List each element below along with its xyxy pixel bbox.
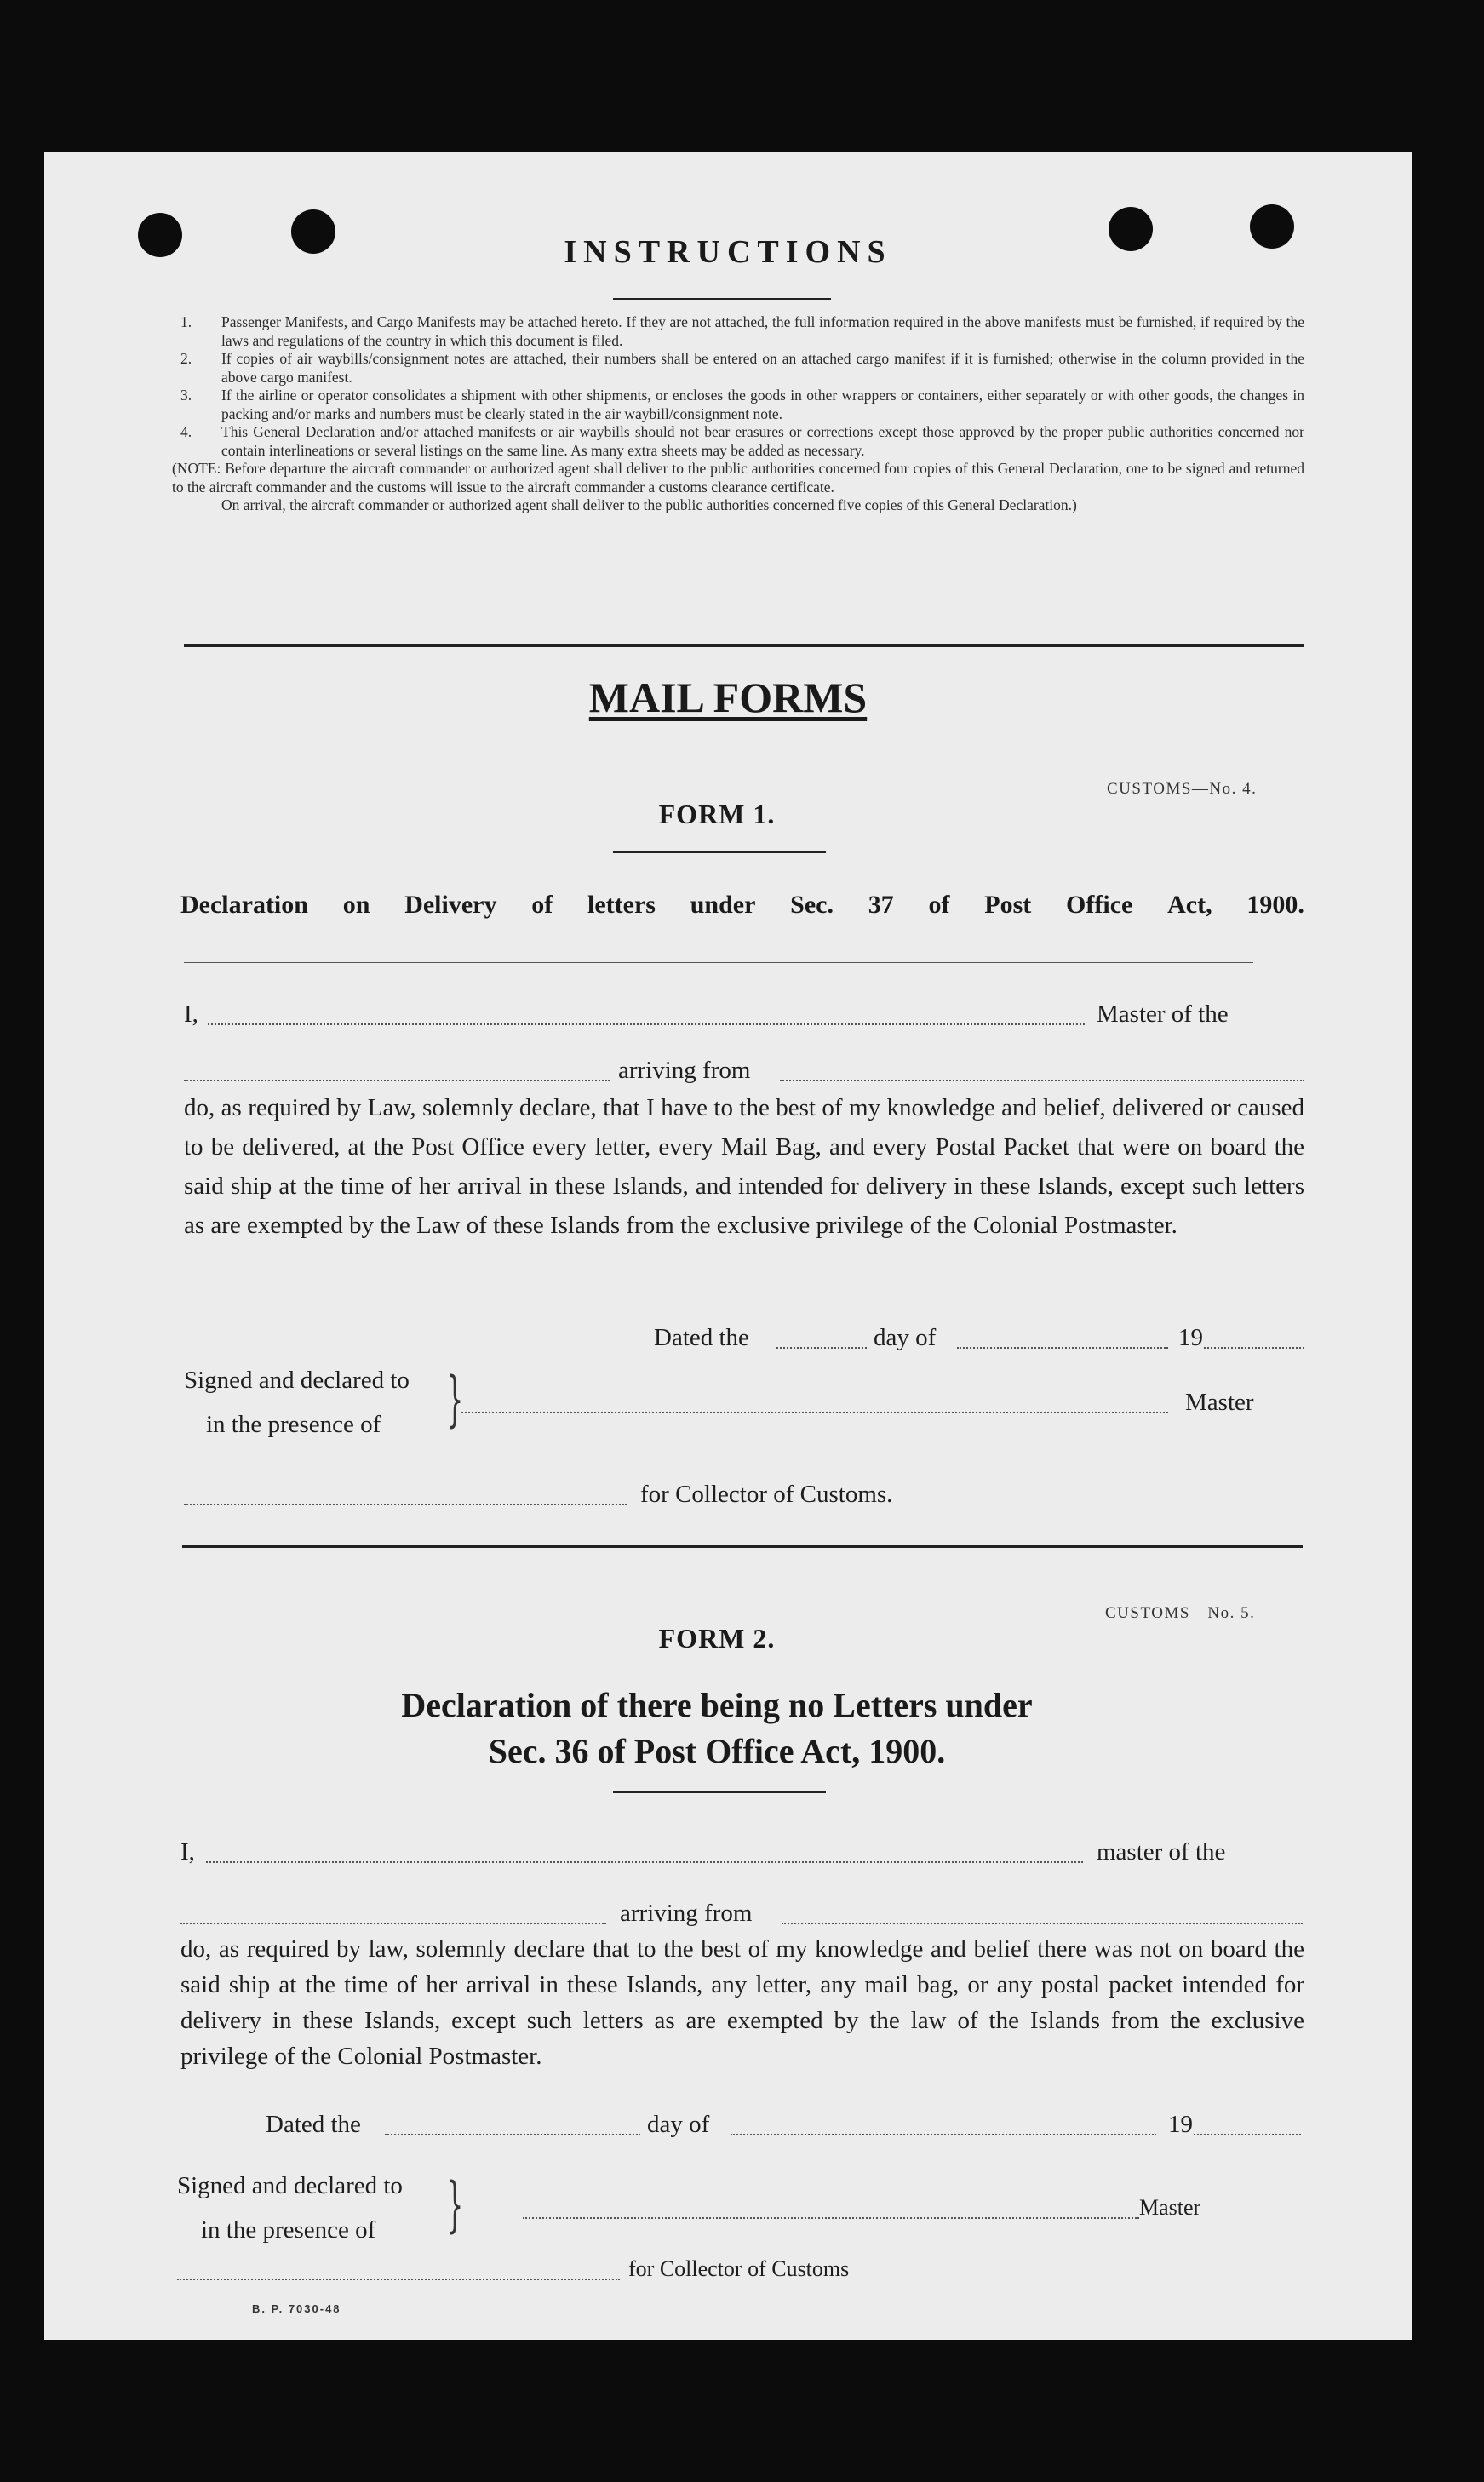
form1-day-of: day of — [874, 1324, 937, 1351]
form1-customs-number: CUSTOMS—No. 4. — [1107, 780, 1258, 798]
instruction-number: 3. — [180, 387, 192, 404]
form2-ship-field[interactable] — [180, 1923, 606, 1924]
form2-declaration-line2: Sec. 36 of Post Office Act, 1900. — [488, 1732, 946, 1770]
section-divider-middle — [182, 1545, 1303, 1548]
form1-collector-field[interactable] — [184, 1504, 627, 1505]
form2-for-collector: for Collector of Customs — [628, 2256, 850, 2281]
form2-arriving-from: arriving from — [620, 1900, 753, 1927]
instructions-list — [172, 313, 1304, 515]
form2-year-field[interactable] — [1194, 2134, 1301, 2135]
form2-dated-the: Dated the — [266, 2111, 361, 2138]
instruction-text: Passenger Manifests, and Cargo Manifests may be attached hereto. If they are not attached, the full information required in the above manifests must be furnished, if required by the laws and regulations of the country in which this document is filed. — [221, 313, 1304, 349]
section-divider-top — [184, 644, 1304, 647]
form2-signed-line1: Signed and declared to — [177, 2172, 403, 2199]
instruction-item — [180, 350, 1304, 387]
form2-brace: } — [446, 2170, 464, 2239]
form2-day-of: day of — [647, 2111, 710, 2138]
form1-dated-the: Dated the — [654, 1324, 749, 1351]
instructions-note-arrival: On arrival, the aircraft commander or authorized agent shall deliver to the public authorities concerned five copies of this General Declaration.) — [221, 496, 1077, 513]
form1-brace: } — [446, 1364, 464, 1434]
form2-body-text: do, as required by law, solemnly declare that to the best of my knowledge and belief there was not on board the said ship at the time of her arrival in these Islands, any letter, any mail bag, or any postal packet intended for delivery in these Islands, except such letters as are exempted by the law of the Islands from the exclusive privilege of the Colonial Postmaster. — [180, 1935, 1304, 2070]
form2-master-label: Master — [1139, 2195, 1201, 2220]
instruction-number: 2. — [180, 350, 192, 367]
form1-master-of-the: Master of the — [1097, 1000, 1229, 1028]
instructions-note: (NOTE: Before departure the aircraft commander or authorized agent shall deliver to the public authorities concerned four copies of this General Declaration, one to be signed and returned to the aircraft commander and the customs will issue to the aircraft commander a customs clearance certificate. — [172, 460, 1304, 496]
instructions-title: INSTRUCTIONS — [564, 234, 892, 270]
form1-title: FORM 1. — [658, 799, 776, 829]
form1-day-field[interactable] — [776, 1347, 867, 1349]
form1-signed-line1: Signed and declared to — [184, 1367, 410, 1394]
instructions-divider — [613, 298, 831, 300]
instruction-text: This General Declaration and/or attached manifests or air waybills should not bear erasures or corrections except those approved by the proper public authorities concerned nor contain interlineations or several listings on the same line. As many extra sheets may be added as necessary. — [221, 423, 1304, 459]
form2-origin-field[interactable] — [782, 1923, 1303, 1924]
instruction-text: If the airline or operator consolidates a shipment with other shipments, or encloses the goods in other wrappers or containers, either separately or with other goods, the changes in packing and/or marks and numbers must be clearly stated in the air waybill/consignment note. — [221, 387, 1304, 422]
document-page — [44, 152, 1412, 2340]
form1-for-collector: for Collector of Customs. — [640, 1481, 893, 1508]
mail-forms-title: MAIL FORMS — [588, 674, 868, 721]
instruction-item — [180, 423, 1304, 460]
form2-month-field[interactable] — [731, 2134, 1156, 2135]
form1-signed-line2: in the presence of — [206, 1411, 381, 1438]
form2-title-underline — [613, 1791, 826, 1793]
instruction-text: If copies of air waybills/consignment notes are attached, their numbers shall be entered on an attached cargo manifest if it is furnished; otherwise in the column provided in the above cargo manifest. — [221, 350, 1304, 386]
form2-name-field[interactable] — [206, 1861, 1083, 1863]
form2-i-label: I, — [180, 1838, 195, 1866]
form2-signature-field[interactable] — [523, 2217, 1139, 2219]
form1-master-label: Master — [1185, 1389, 1254, 1416]
form1-year-prefix: 19 — [1178, 1324, 1203, 1351]
print-code: B. P. 7030-48 — [252, 2302, 341, 2315]
form1-declaration-heading: Declaration on Delivery of letters under Sec. 37 of Post Office Act, 1900. — [180, 891, 1304, 919]
form2-declaration-line1: Declaration of there being no Letters under — [401, 1686, 1033, 1724]
form1-title-underline — [613, 851, 826, 853]
form1-year-field[interactable] — [1204, 1347, 1304, 1349]
form2-title: FORM 2. — [658, 1623, 776, 1654]
form1-name-field[interactable] — [208, 1023, 1085, 1025]
form2-day-field[interactable] — [385, 2134, 640, 2135]
instruction-number: 4. — [180, 423, 192, 440]
form1-body-text: do, as required by Law, solemnly declare, that I have to the best of my knowledge and belief, delivered or caused to be delivered, at the Post Office every letter, every Mail Bag, and every Postal Packet that were on board the said ship at the time of her arrival in these Islands, and intended for delivery in these Islands, except such letters as are exempted by the Law of these Islands from the exclusive privilege of the Colonial Postmaster. — [184, 1094, 1304, 1239]
form2-customs-number: CUSTOMS—No. 5. — [1105, 1604, 1256, 1622]
form2-year-prefix: 19 — [1168, 2111, 1193, 2138]
form1-heading-rule — [184, 962, 1253, 963]
instruction-number: 1. — [180, 313, 192, 330]
instruction-item — [180, 313, 1304, 350]
form1-signature-field[interactable] — [461, 1412, 1168, 1413]
form1-i-label: I, — [184, 1000, 198, 1028]
form2-signed-line2: in the presence of — [201, 2216, 376, 2244]
form1-arriving-from: arriving from — [618, 1057, 751, 1084]
form2-collector-field[interactable] — [177, 2279, 620, 2280]
form1-month-field[interactable] — [957, 1347, 1168, 1349]
form1-ship-field[interactable] — [184, 1080, 610, 1081]
instruction-item — [180, 387, 1304, 423]
form2-master-of-the: master of the — [1097, 1838, 1226, 1866]
form1-origin-field[interactable] — [780, 1080, 1304, 1081]
